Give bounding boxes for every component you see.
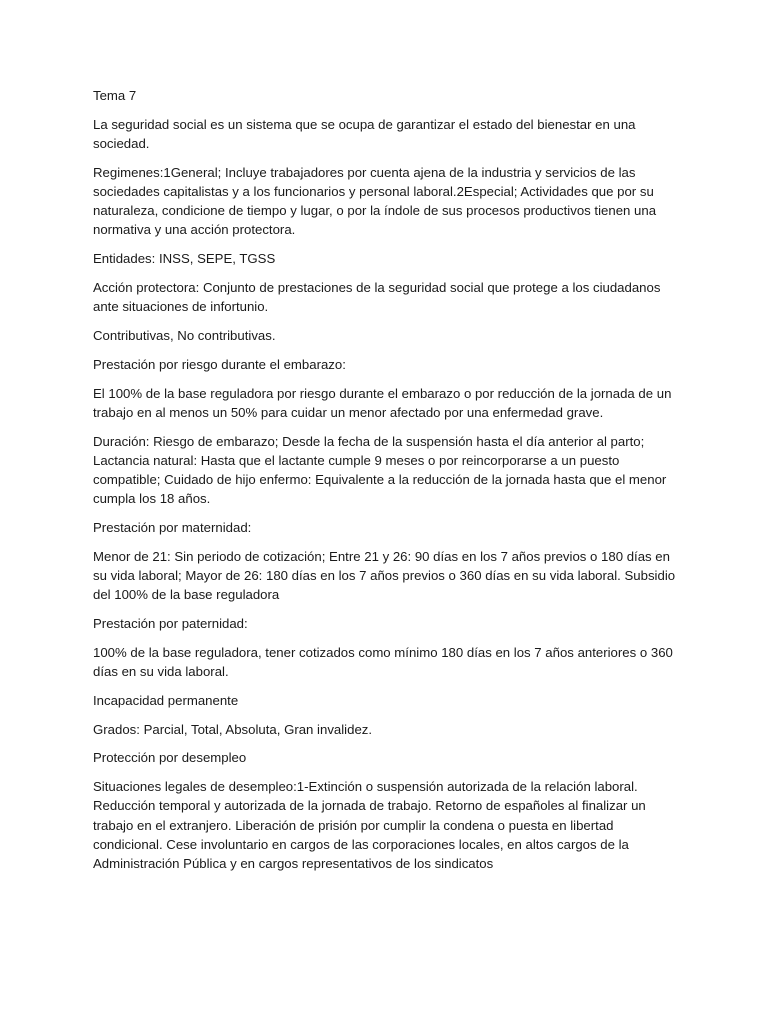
paragraph-accion-protectora: Acción protectora: Conjunto de prestaciones de la seguridad social que protege a los ciudadanos ante situaciones de infortunio. bbox=[93, 280, 661, 315]
heading-paternidad: Prestación por paternidad: bbox=[93, 616, 248, 631]
paragraph-duracion: Duración: Riesgo de embarazo; Desde la fecha de la suspensión hasta el día anterior al parto; Lactancia natural: Hasta que el lactante cumple 9 meses o por reincorporarse a un puesto compatible; Cuidado de hijo enfermo: Equivalente a la reducción de la jornada hasta que el menor cumpla los 18 años. bbox=[93, 433, 667, 507]
heading-incapacidad: Incapacidad permanente bbox=[93, 692, 239, 708]
paragraph-entidades: Entidades: INSS, SEPE, TGSS bbox=[93, 251, 276, 267]
document-title: Tema 7 bbox=[93, 88, 137, 103]
paragraph-grados: Grados: Parcial, Total, Absoluta, Gran invalidez. bbox=[93, 721, 373, 737]
paragraph-contributivas: Contributivas, No contributivas. bbox=[93, 328, 276, 343]
heading-desempleo: Protección por desempleo bbox=[93, 750, 247, 766]
paragraph-maternidad: Menor de 21: Sin periodo de cotización; Entre 21 y 26: 90 días en los 7 años previos o 180 días en su vida laboral; Mayor de 26: 180 días en los 7 años previos o 360 días en su vida laboral. Subsidio del 100% de la base reguladora bbox=[93, 548, 676, 603]
paragraph-situaciones-desempleo: Situaciones legales de desempleo:1-Extinción o suspensión autorizada de la relación laboral. Reducción temporal y autorizada de la jornada de trabajo. Retorno de españoles al finalizar un trabajo en el extranjero. Liberación de prisión por cumplir la condena o puesta en libertad condicional. Cese involuntario en cargos de las corporaciones locales, en altos cargos de la Administración Pública y en cargos representativos de los sindicatos bbox=[93, 779, 646, 871]
paragraph-regimenes: Regimenes:1General; Incluye trabajadores por cuenta ajena de la industria y servicios de las sociedades capitalistas y a los funcionarios y personal laboral.2Especial; Actividades que por su naturaleza, condicione de tiempo y lugar, o por la índole de sus procesos productivos tienen una normativa y una acción protectora. bbox=[93, 164, 657, 238]
heading-riesgo-embarazo: Prestación por riesgo durante el embarazo: bbox=[93, 356, 346, 372]
paragraph-riesgo-embarazo: El 100% de la base reguladora por riesgo durante el embarazo o por reducción de la jornada de un trabajo en al menos un 50% para cuidar un menor afectado por una enfermedad grave. bbox=[93, 385, 672, 420]
paragraph-definition: La seguridad social es un sistema que se ocupa de garantizar el estado del bienestar en una sociedad. bbox=[93, 116, 636, 151]
paragraph-paternidad: 100% de la base reguladora, tener cotizados como mínimo 180 días en los 7 años anteriores o 360 días en su vida laboral. bbox=[93, 644, 673, 679]
heading-maternidad: Prestación por maternidad: bbox=[93, 520, 252, 535]
